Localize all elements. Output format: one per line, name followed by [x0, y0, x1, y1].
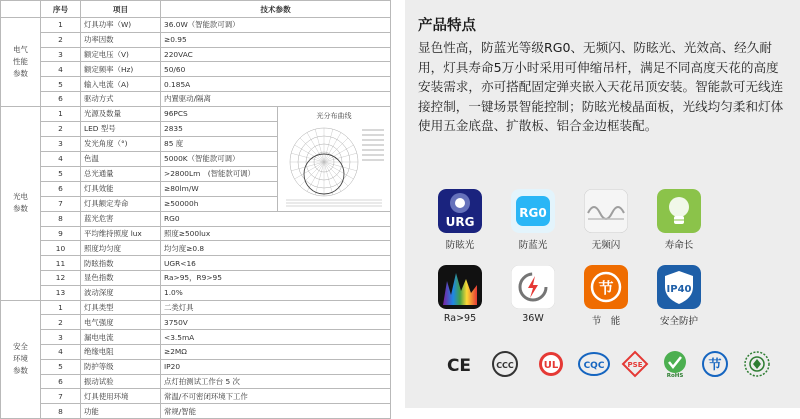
light-distribution-chart: [278, 106, 391, 211]
ce-mark: [445, 350, 473, 378]
polar-curve-icon: [282, 122, 386, 208]
ccc-mark: [491, 350, 519, 378]
row-value: 照度≥500lux: [161, 226, 391, 241]
row-value: 3750V: [161, 315, 391, 330]
table-row: [1, 300, 391, 315]
table-row: [1, 374, 391, 389]
row-item: 额定电压（V): [81, 47, 161, 62]
row-value: ≥50000h: [161, 196, 278, 211]
row-item: 灯具效能: [81, 181, 161, 196]
row-number: 13: [41, 285, 81, 300]
energy-saving-icon: [584, 265, 628, 309]
row-number: 8: [41, 211, 81, 226]
row-item: 总光通量: [81, 166, 161, 181]
row-number: 5: [41, 77, 81, 92]
bulb-icon: [657, 189, 701, 233]
table-row: [1, 344, 391, 359]
ip40-icon: [657, 265, 701, 309]
panel-description: 显色性高，防蓝光等级RG0、无频闪、防眩光、光效高、经久耐用，灯具寿命5万小时采用可伸缩吊杆，满足不同高度天花的高度安装需求，亦可搭配固定弹夹嵌入天花吊顶安装。智能款可无线连接控制，一键场景智能控制；防眩光棱晶面板，光线均匀柔和灯体使用五金底盘、扩散板、铝合金边框装配。: [418, 40, 784, 133]
row-item: 照度均匀度: [81, 241, 161, 256]
row-value: 均匀度≥0.8: [161, 241, 391, 256]
row-value: <3.5mA: [161, 330, 391, 345]
svg-text:CE: CE: [446, 356, 472, 376]
row-number: 9: [41, 226, 81, 241]
table-row: [1, 77, 391, 92]
svg-text:节: 节: [598, 279, 614, 297]
row-value: 50/60: [161, 62, 391, 77]
row-value: 36.0W（智能款可调）: [161, 18, 391, 33]
table-row: [1, 106, 391, 121]
chart-title: 光分布曲线: [316, 111, 352, 120]
table-row: [1, 404, 391, 419]
table-row: [1, 91, 391, 106]
row-number: 3: [41, 136, 81, 151]
row-item: 防护等级: [81, 359, 161, 374]
svg-text:URG: URG: [445, 215, 475, 229]
svg-text:RoHS: RoHS: [666, 373, 684, 378]
group-label: 电气 性能 参数: [1, 18, 41, 107]
table-row: [1, 226, 391, 241]
row-number: 5: [41, 359, 81, 374]
row-value: 常规/智能: [161, 404, 391, 419]
row-item: 防眩指数: [81, 256, 161, 271]
certification-marks: [413, 350, 793, 380]
feature-label: 防眩光: [445, 240, 475, 251]
row-item: 波动深度: [81, 285, 161, 300]
row-number: 1: [41, 300, 81, 315]
table-row: [1, 389, 391, 404]
row-item: 光源及数量: [81, 106, 161, 121]
row-item: 色温: [81, 151, 161, 166]
row-value: 220VAC: [161, 47, 391, 62]
feature-item: [573, 189, 639, 251]
row-item: 灯具类型: [81, 300, 161, 315]
table-row: [1, 270, 391, 285]
svg-text:PSE: PSE: [627, 361, 643, 369]
row-number: 8: [41, 404, 81, 419]
row-number: 4: [41, 151, 81, 166]
row-item: 显色指数: [81, 270, 161, 285]
row-value: UGR<16: [161, 256, 391, 271]
panel-title: 产品特点: [418, 18, 476, 34]
svg-text:CCC: CCC: [496, 361, 514, 370]
row-item: 电气强度: [81, 315, 161, 330]
row-number: 6: [41, 181, 81, 196]
row-number: 1: [41, 106, 81, 121]
row-value: 二类灯具: [161, 300, 391, 315]
row-value: ≥2MΩ: [161, 344, 391, 359]
feature-item: [500, 189, 566, 251]
row-number: 6: [41, 91, 81, 106]
pse-mark: [621, 350, 649, 378]
row-item: 漏电电流: [81, 330, 161, 345]
table-row: [1, 32, 391, 47]
table-row: [1, 18, 391, 33]
row-item: 平均维持照度 lux: [81, 226, 161, 241]
table-row: [1, 241, 391, 256]
row-item: 输入电流（A): [81, 77, 161, 92]
row-value: Ra>95，R9>95: [161, 270, 391, 285]
row-value: 点灯拍测试工作台 5 次: [161, 374, 391, 389]
feature-item: [646, 265, 712, 327]
feature-label: Ra>95: [443, 313, 477, 324]
feature-item: [427, 265, 493, 324]
row-item: 灯具额定寿命: [81, 196, 161, 211]
row-number: 3: [41, 330, 81, 345]
row-number: 6: [41, 374, 81, 389]
svg-text:CQC: CQC: [583, 361, 605, 371]
group-label: 光电 参数: [1, 106, 41, 300]
row-number: 1: [41, 18, 81, 33]
rohs-mark: [661, 350, 689, 378]
row-value: ≥80lm/W: [161, 181, 278, 196]
svg-text:UL: UL: [543, 360, 559, 371]
row-number: 7: [41, 389, 81, 404]
row-item: LED 型号: [81, 121, 161, 136]
table-header-row: [1, 1, 391, 18]
feature-item: [573, 265, 639, 327]
row-number: 2: [41, 315, 81, 330]
row-number: 2: [41, 32, 81, 47]
no-flicker-icon: [584, 189, 628, 233]
row-value: 2835: [161, 121, 278, 136]
row-number: 5: [41, 166, 81, 181]
row-item: 功能: [81, 404, 161, 419]
row-item: 发光角度（°): [81, 136, 161, 151]
spectrum-icon: [438, 265, 482, 309]
feature-label: 节 能: [591, 316, 621, 327]
header-param: 技术参数: [161, 1, 391, 18]
row-number: 10: [41, 241, 81, 256]
row-value: IP20: [161, 359, 391, 374]
feature-panel: [405, 0, 800, 408]
row-value: 0.185A: [161, 77, 391, 92]
header-item: 项目: [81, 1, 161, 18]
row-number: 4: [41, 62, 81, 77]
row-item: 灯具使用环境: [81, 389, 161, 404]
header-group: [1, 1, 41, 18]
row-number: 11: [41, 256, 81, 271]
rg0-icon: [511, 189, 555, 233]
table-row: [1, 315, 391, 330]
feature-label: 防蓝光: [518, 240, 548, 251]
row-number: 7: [41, 196, 81, 211]
row-value: 内置驱动/隔离: [161, 91, 391, 106]
row-value: >2800Lm (智能款可调）: [161, 166, 278, 181]
table-row: [1, 47, 391, 62]
table-row: [1, 256, 391, 271]
ul-mark: [537, 350, 565, 378]
row-value: 5000K（智能款可调）: [161, 151, 278, 166]
row-item: 蓝光危害: [81, 211, 161, 226]
table-row: [1, 211, 391, 226]
row-value: RG0: [161, 211, 391, 226]
table-row: [1, 62, 391, 77]
table-row: [1, 359, 391, 374]
feature-label: 36W: [522, 313, 544, 324]
header-no: 序号: [41, 1, 81, 18]
row-item: 灯具功率（W): [81, 18, 161, 33]
feature-label: 安全防护: [659, 316, 698, 327]
urg-icon: [438, 189, 482, 233]
table-row: [1, 285, 391, 300]
power-icon: [511, 265, 555, 309]
svg-text:节: 节: [708, 358, 722, 373]
feature-label: 寿命长: [664, 240, 694, 251]
row-value: 常温/不可密闭环境下工作: [161, 389, 391, 404]
row-item: 额定频率（Hz): [81, 62, 161, 77]
cqc-mark: [577, 350, 605, 378]
row-item: 功率因数: [81, 32, 161, 47]
row-value: 96PCS: [161, 106, 278, 121]
energy-mark: [701, 350, 729, 378]
row-number: 3: [41, 47, 81, 62]
row-item: 驱动方式: [81, 91, 161, 106]
spec-table: [0, 0, 391, 419]
row-number: 2: [41, 121, 81, 136]
table-row: [1, 330, 391, 345]
row-item: 振动试验: [81, 374, 161, 389]
group-label: 安全 环境 参数: [1, 300, 41, 418]
row-value: 1.0%: [161, 285, 391, 300]
feature-item: [646, 189, 712, 251]
svg-text:RG0: RG0: [519, 206, 547, 220]
row-number: 4: [41, 344, 81, 359]
feature-item: [427, 189, 493, 251]
row-value: 85 度: [161, 136, 278, 151]
row-number: 12: [41, 270, 81, 285]
feature-label: 无频闪: [591, 240, 621, 251]
row-value: ≥0.95: [161, 32, 391, 47]
svg-text:IP40: IP40: [666, 284, 692, 295]
row-item: 绝缘电阻: [81, 344, 161, 359]
feature-item: [500, 265, 566, 324]
cb-mark: [743, 350, 771, 378]
